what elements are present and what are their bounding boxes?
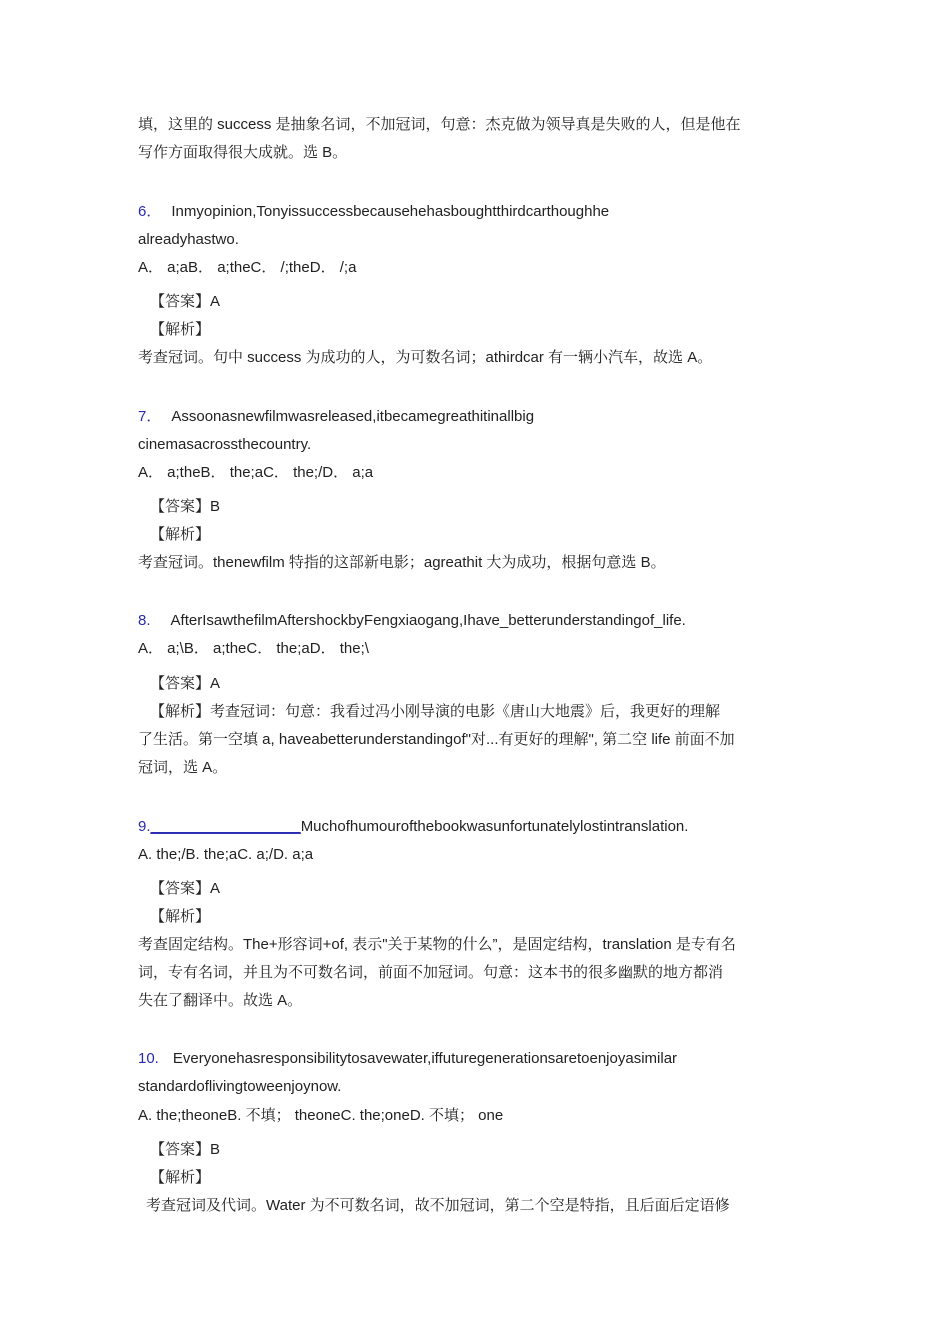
question-stem — [138, 201, 609, 223]
question-text: Everyonehasresponsibilitytosavewater,iffuturegenerationsaretoenjoyasimilar — [172, 1050, 678, 1067]
analysis-line: 考查冠词。thenewfilm 特指的这部新电影；agreathit 大为成功，根据句意选 B。 — [138, 554, 666, 571]
question-stem — [138, 816, 688, 838]
answer-line: 【答案】A — [150, 880, 221, 897]
analysis-label: 【解析】 — [150, 1169, 211, 1186]
question-stem — [138, 406, 534, 428]
question-stem — [138, 610, 686, 632]
question-number: 10. — [138, 1050, 159, 1067]
question-number: 6． — [138, 203, 162, 220]
question-options: A. the;/B. the;aC. a;/D. a;a — [138, 846, 314, 863]
question-number: 7． — [138, 408, 162, 425]
question-text: Assoonasnewfilmwasreleased,itbecamegreathitinallbig — [171, 408, 535, 425]
analysis-line: 考查冠词。句中 success 为成功的人，为可数名词；athirdcar 有一辆小汽车，故选 A。 — [138, 349, 713, 366]
analysis-line: 词，专有名词，并且为不可数名词，前面不加冠词。句意：这本书的很多幽默的地方都消 — [138, 964, 724, 981]
question-options: A． a;\B． a;theC． the;aD． the;\ — [138, 640, 369, 657]
question-text: cinemasacrossthecountry. — [138, 436, 312, 453]
question-text: standardoflivingtoweenjoynow. — [138, 1078, 342, 1095]
question-text: Inmyopinion,Tonyissuccessbecausehehasboughtthirdcarthoughhe — [171, 203, 610, 220]
answer-line: 【答案】A — [150, 675, 221, 692]
analysis-line: 冠词，选 A。 — [138, 759, 228, 776]
answer-line: 【答案】A — [150, 293, 221, 310]
question-text: AfterIsawthefilmAftershockbyFengxiaogang,Ihave_betterunderstandingof_life. — [170, 612, 686, 629]
analysis-label: 【解析】 — [150, 321, 211, 338]
analysis-line: 【解析】考查冠词：句意：我看过冯小刚导演的电影《唐山大地震》后，我更好的理解 — [150, 703, 721, 720]
analysis-line: 失在了翻译中。故选 A。 — [138, 992, 303, 1009]
answer-line: 【答案】B — [150, 498, 221, 515]
answer-line: 【答案】B — [150, 1141, 221, 1158]
analysis-label: 【解析】 — [150, 526, 211, 543]
analysis-label: 【解析】 — [150, 908, 211, 925]
question-number: 8. — [138, 612, 151, 629]
intro-line: 填，这里的 success 是抽象名词，不加冠词，句意：杰克做为领导真是失败的人，但是他在 — [138, 116, 741, 133]
question-text: Muchofhumourofthebookwasunfortunatelylostintranslation. — [300, 818, 689, 835]
question-options: A. the;theoneB. 不填； theoneC. the;oneD. 不填； one — [138, 1107, 504, 1124]
analysis-line: 考查冠词及代词。Water 为不可数名词，故不加冠词，第二个空是特指，且后面后定语修 — [146, 1197, 730, 1214]
answer-blank: __________________ — [150, 818, 301, 835]
question-number: 9. — [138, 818, 151, 835]
analysis-line: 了生活。第一空填 a, haveabetterunderstandingof"对...有更好的理解", 第二空 life 前面不加 — [138, 731, 735, 748]
question-text: alreadyhastwo. — [138, 231, 239, 248]
question-stem — [138, 1048, 677, 1070]
question-options: A． a;theB． the;aC． the;/D． a;a — [138, 464, 374, 481]
analysis-line: 考查固定结构。The+形容词+of, 表示"关于某物的什么”，是固定结构，translation 是专有名 — [138, 936, 736, 953]
intro-line: 写作方面取得很大成就。选 B。 — [138, 144, 348, 161]
question-options: A． a;aB． a;theC． /;theD． /;a — [138, 259, 357, 276]
